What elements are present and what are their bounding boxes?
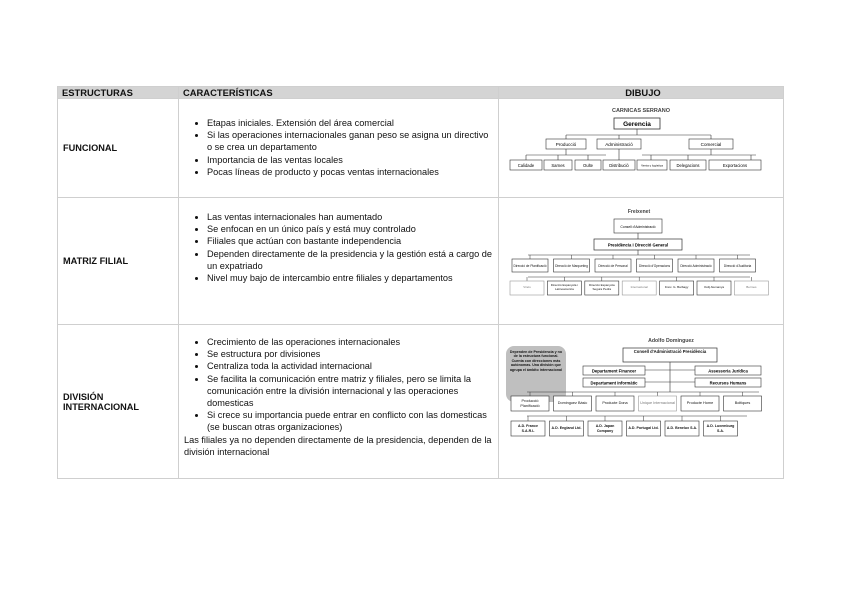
bullet: • Dependen directamente de la presidencia y la gestión está a cargo de un expatriado bbox=[207, 248, 492, 272]
box-label: Distribució bbox=[609, 163, 629, 168]
box-label: Sarnes bbox=[551, 163, 565, 168]
box-label: A.D. Japan Company bbox=[595, 423, 615, 432]
row-label: FUNCIONAL bbox=[58, 99, 179, 198]
org-chart-matriz bbox=[506, 205, 776, 317]
box-label: Unique Internacional bbox=[640, 400, 675, 405]
box-label: Dominguez Bàsic bbox=[557, 400, 588, 405]
org-chart-division bbox=[503, 332, 779, 472]
box-label: Vinós bbox=[523, 285, 531, 290]
box-label: Direcció de Marqueting bbox=[555, 263, 588, 268]
box-label: Bermes bbox=[746, 285, 757, 290]
bullet: • Crecimiento de las operaciones internacionales bbox=[207, 336, 492, 348]
subsidiaries-group bbox=[511, 416, 738, 436]
box-label: Calidade bbox=[517, 163, 535, 168]
bullet: • Las ventas internacionales han aumentado bbox=[207, 211, 492, 223]
box-label: Exportacions bbox=[722, 163, 748, 168]
note-text: Las filiales ya no dependen directamente de la presidencia, dependen de la división internacional bbox=[184, 434, 492, 457]
structures-table bbox=[57, 86, 784, 479]
row-division-internacional bbox=[58, 325, 784, 479]
box-label: Recursos Humans bbox=[709, 380, 747, 385]
bullet: • Importancia de las ventas locales bbox=[207, 154, 492, 166]
row-description bbox=[179, 99, 499, 198]
callout-text: Dependen de Presidencia y no de la estructura funcional. Cuenta con direcciones más autónomas. Una división que agrupa el ámbito internacional bbox=[509, 349, 563, 372]
box-label: Direcció de Personal bbox=[598, 263, 628, 268]
box-label: Producte Dona bbox=[602, 400, 628, 405]
org-chart-matriz-cell bbox=[499, 198, 784, 325]
chart-title: Adolfo Dominguez bbox=[648, 337, 694, 344]
box-label: Oolij Alemanya bbox=[703, 285, 724, 290]
box-label: Producte Home bbox=[686, 400, 714, 405]
row-label: DIVISIÓN INTERNACIONAL bbox=[58, 325, 179, 479]
box-label: Producció Planificació bbox=[520, 398, 540, 407]
box-label: Consell d'Administració Presidència bbox=[633, 348, 707, 354]
box-label: A.D. Benelux S.A. bbox=[666, 425, 698, 430]
box-label: Direcció Administració bbox=[680, 263, 712, 268]
bullet: • Si crece su importancia puede entrar en conflicto con las domesticas (se buscan otras organizaciones) bbox=[207, 409, 492, 433]
directions-group bbox=[512, 255, 756, 272]
box-label: Direcció d'Auditoria bbox=[723, 263, 752, 268]
bullet: • Nivel muy bajo de intercambio entre filiales y departamentos bbox=[207, 272, 492, 284]
bullet: • Pocas líneas de producto y pocas ventas internacionales bbox=[207, 166, 492, 178]
chart-title: CARNICAS SERRANO bbox=[611, 108, 671, 114]
box-label: Consell d'Administració bbox=[620, 225, 656, 229]
row-description bbox=[179, 198, 499, 325]
box-label: Presidència i Direcció General bbox=[607, 242, 669, 248]
bullet-list bbox=[179, 211, 498, 284]
box-label: A.D. England Ltd. bbox=[551, 425, 582, 430]
box-label: A.D. France S.A.R.L bbox=[518, 423, 538, 432]
bullet: • Centraliza toda la actividad internacional bbox=[207, 360, 492, 372]
box-label: Direcció de Planificació bbox=[513, 263, 547, 268]
box-label: Direcció Espanyola Segura Pedra bbox=[588, 283, 615, 291]
bullet-list bbox=[179, 117, 498, 178]
box-label: Boltiques bbox=[734, 400, 751, 405]
box-label: Internacional bbox=[630, 285, 648, 290]
row-label: MATRIZ FILIAL bbox=[58, 198, 179, 325]
box-label: Direcció d'Operacions bbox=[638, 263, 671, 268]
box-label: Oulte bbox=[582, 163, 594, 168]
header-row bbox=[58, 87, 784, 99]
box-label: Comercial bbox=[700, 142, 722, 147]
bullet: • Si las operaciones internacionales ganan peso se asigna un directivo o se crea un departamento bbox=[207, 129, 492, 153]
org-chart-funcional bbox=[506, 104, 776, 192]
box-label: Departament Financer bbox=[591, 368, 637, 373]
box-label: Administració bbox=[605, 142, 633, 147]
row-description bbox=[179, 325, 499, 479]
box-label: Freix. G. Barbagy bbox=[664, 285, 689, 290]
box-label: Delegacions bbox=[676, 163, 700, 168]
box-label: Direcció Espanyola i Latinoamèrica bbox=[550, 283, 578, 291]
box-label: Venta y logística bbox=[641, 163, 663, 168]
chart-title: Freixenet bbox=[627, 209, 651, 215]
bullet-list bbox=[179, 336, 498, 434]
bullet: • Se estructura por divisiones bbox=[207, 348, 492, 360]
box-label: A.D. Luxemburg S.A. bbox=[706, 423, 735, 432]
subs-group bbox=[510, 277, 768, 295]
box-label: Assessoria Jurídica bbox=[708, 368, 748, 373]
row-funcional bbox=[58, 99, 784, 198]
box-label: A.D. Portugal Ltd. bbox=[628, 425, 659, 430]
header-caracteristicas: CARACTERÍSTICAS bbox=[179, 87, 499, 99]
header-estructuras: ESTRUCTURAS bbox=[58, 87, 179, 99]
box-label: Departament Informàtic bbox=[590, 380, 638, 385]
bullet: • Se facilita la comunicación entre matriz y filiales, pero se limita la comunicación entre la división internacional y las operaciones domesticas bbox=[207, 373, 492, 410]
header-dibujo: DIBUJO bbox=[499, 87, 784, 99]
bullet: • Filiales que actúan con bastante independencia bbox=[207, 235, 492, 247]
box-label: Producció bbox=[555, 142, 577, 147]
row-matriz-filial bbox=[58, 198, 784, 325]
org-chart-division-cell bbox=[499, 325, 784, 479]
bullet: • Etapas iniciales. Extensión del área comercial bbox=[207, 117, 492, 129]
bullet: • Se enfocan en un único país y está muy controlado bbox=[207, 223, 492, 235]
box-label: Gerencia bbox=[623, 121, 651, 128]
org-chart-funcional-cell bbox=[499, 99, 784, 198]
